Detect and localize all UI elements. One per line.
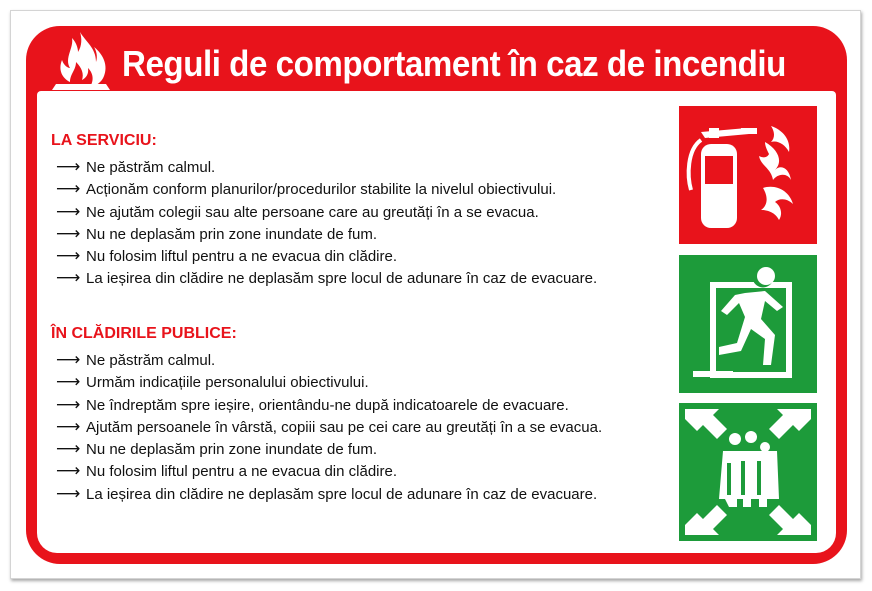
serviciu-rules-list <box>56 157 597 291</box>
list-item: ⟶ Nu folosim liftul pentru a ne evacua din clădire. <box>56 246 398 267</box>
arrow-icon: ⟶ <box>56 394 81 415</box>
list-item: ⟶ Acționăm conform planurilor/procedurilor stabilite la nivelul obiectivului. <box>56 179 557 200</box>
arrow-icon: ⟶ <box>56 223 81 244</box>
arrow-icon: ⟶ <box>56 246 81 267</box>
arrow-icon: ⟶ <box>56 483 81 504</box>
fire-extinguisher-panel <box>679 106 817 244</box>
arrow-icon: ⟶ <box>56 268 81 289</box>
arrow-icon: ⟶ <box>56 350 81 370</box>
arrow-icon: ⟶ <box>56 461 81 482</box>
list-item: ⟶ Ne păstrăm calmul. <box>56 157 216 177</box>
fire-extinguisher-icon <box>679 106 817 244</box>
list-item: ⟶ Ne îndreptăm spre ieșire, orientându-ne după indicatoarele de evacuare. <box>56 394 569 415</box>
assembly-point-icon <box>679 403 817 541</box>
flame-icon <box>52 30 110 92</box>
list-item: ⟶ Nu folosim liftul pentru a ne evacua din clădire. <box>56 461 398 482</box>
arrow-icon: ⟶ <box>56 372 81 393</box>
emergency-exit-panel <box>679 255 817 393</box>
arrow-icon: ⟶ <box>56 201 81 222</box>
list-item: ⟶ La ieșirea din clădire ne deplasăm spre locul de adunare în caz de evacuare. <box>56 268 598 289</box>
section-heading-cladiri-publice: ÎN CLĂDIRILE PUBLICE: <box>51 325 237 342</box>
arrow-icon: ⟶ <box>56 157 81 177</box>
list-item: ⟶ Ne păstrăm calmul. <box>56 350 216 370</box>
assembly-point-panel <box>679 403 817 541</box>
list-item: ⟶ Ajutăm persoanele în vârstă, copiii sau pe cei care au greutăți în a se evacua. <box>56 416 603 437</box>
arrow-icon: ⟶ <box>56 179 81 200</box>
list-item: ⟶ Nu ne deplasăm prin zone inundate de fum. <box>56 439 378 460</box>
emergency-exit-icon <box>679 255 817 393</box>
arrow-icon: ⟶ <box>56 439 81 460</box>
sign-title: Reguli de comportament în caz de incendiu <box>122 43 786 84</box>
arrow-icon: ⟶ <box>56 416 81 437</box>
list-item: ⟶ Urmăm indicațiile personalului obiectivului. <box>56 372 369 393</box>
cladiri-publice-rules-list <box>56 350 602 506</box>
list-item: ⟶ Ne ajutăm colegii sau alte persoane care au greutăți în a se evacua. <box>56 201 539 222</box>
list-item: ⟶ La ieșirea din clădire ne deplasăm spre locul de adunare în caz de evacuare. <box>56 483 598 504</box>
list-item: ⟶ Nu ne deplasăm prin zone inundate de fum. <box>56 223 378 244</box>
section-heading-serviciu: LA SERVICIU: <box>51 132 157 149</box>
